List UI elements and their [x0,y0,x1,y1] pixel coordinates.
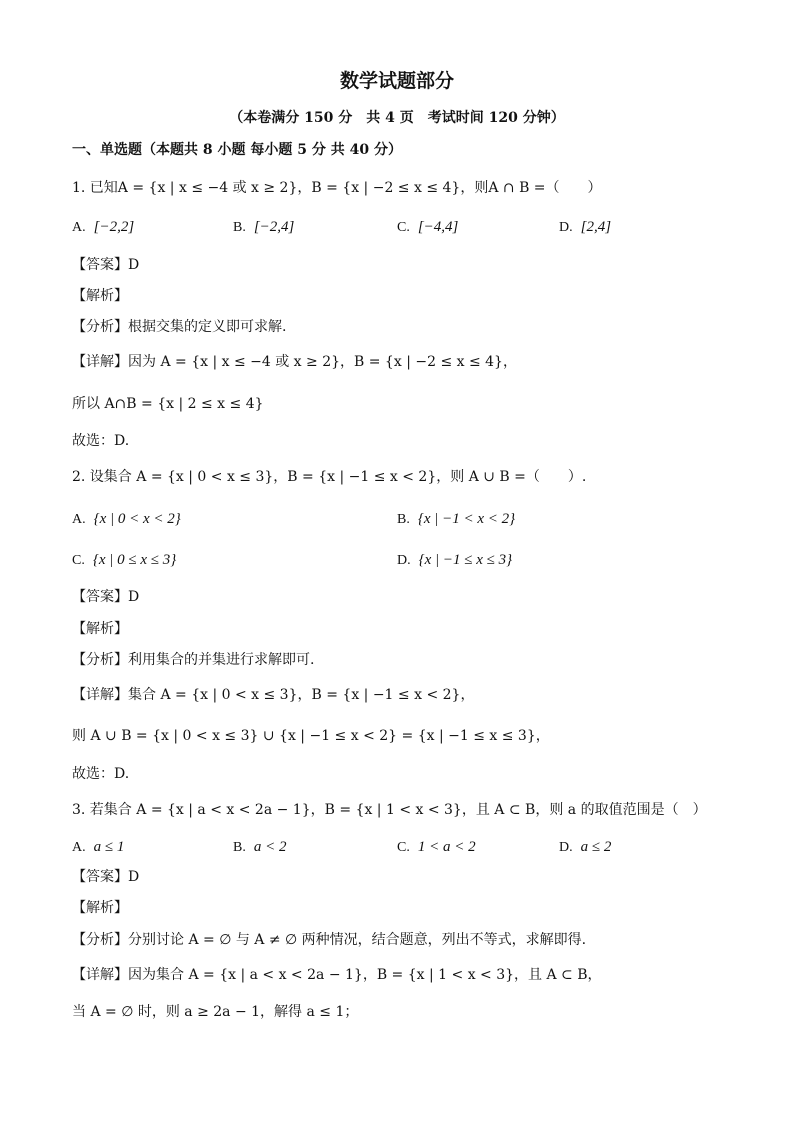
q2-option-d [397,550,512,571]
q1-option-c [397,217,458,238]
option-text: [−2,4] [253,219,295,235]
q3-option-c [397,837,476,858]
q2-detail: 【详解】集合 A = {x | 0 < x ≤ 3}，B = {x | −1 ≤ x < 2}， [72,687,475,703]
option-letter: B. [233,220,246,235]
option-text: {x | 0 < x < 2} [93,511,181,527]
option-letter: D. [559,220,573,235]
q1-option-a [72,217,134,238]
q1-answer: 【答案】D [72,257,140,273]
q3-step: 当 A = ∅ 时，则 a ≥ 2a − 1，解得 a ≤ 1； [72,1004,359,1020]
option-text: a ≤ 1 [93,839,125,855]
q1-option-d [559,217,611,238]
option-letter: A. [72,220,86,235]
q1-option-b [233,217,294,238]
option-text: [2,4] [580,219,612,235]
option-text: {x | −1 ≤ x ≤ 3} [418,552,513,568]
option-text: a < 2 [253,839,287,855]
q2-analysis: 【分析】利用集合的并集进行求解即可. [72,652,315,668]
option-text: {x | −1 < x < 2} [417,511,516,527]
q2-option-a [72,509,181,530]
q3-analysis: 【分析】分别讨论 A = ∅ 与 A ≠ ∅ 两种情况，结合题意，列出不等式，求解即得. [72,932,587,948]
section-heading: 一、单选题（本题共 8 小题 每小题 5 分 共 40 分） [72,142,402,158]
q1-stem: 1. 已知A = {x | x ≤ −4 或 x ≥ 2}，B = {x | −2 ≤ x ≤ 4}，则A ∩ B =（ ） [72,180,602,196]
q1-choose: 故选：D. [72,433,130,449]
option-text: {x | 0 ≤ x ≤ 3} [92,552,177,568]
option-letter: A. [72,840,86,855]
q3-jiexi: 【解析】 [72,900,128,916]
option-letter: A. [72,512,86,527]
q3-option-d [559,837,611,858]
q2-step: 则 A ∪ B = {x | 0 < x ≤ 3} ∪ {x | −1 ≤ x < 2} = {x | −1 ≤ x ≤ 3}， [72,728,550,744]
q2-stem: 2. 设集合 A = {x | 0 < x ≤ 3}，B = {x | −1 ≤ x < 2}，则 A ∪ B =（ ）. [72,469,587,485]
option-letter: C. [72,553,85,568]
option-letter: B. [233,840,246,855]
q1-detail: 【详解】因为 A = {x | x ≤ −4 或 x ≥ 2}，B = {x | −2 ≤ x ≤ 4}， [72,354,517,370]
option-letter: B. [397,512,410,527]
q3-answer: 【答案】D [72,869,140,885]
option-letter: C. [397,220,410,235]
option-text: [−2,2] [93,219,135,235]
q2-jiexi: 【解析】 [72,621,128,637]
q1-analysis: 【分析】根据交集的定义即可求解. [72,319,287,335]
q2-option-c [72,550,176,571]
q3-stem: 3. 若集合 A = {x | a < x < 2a − 1}，B = {x | 1 < x < 3}，且 A ⊂ B，则 a 的取值范围是（ ） [72,802,707,818]
q2-option-b [397,509,515,530]
q3-option-b [233,837,286,858]
q1-step: 所以 A∩B = {x | 2 ≤ x ≤ 4} [72,396,264,412]
option-text: 1 < a < 2 [417,839,476,855]
q3-detail: 【详解】因为集合 A = {x | a < x < 2a − 1}，B = {x | 1 < x < 3}，且 A ⊂ B， [72,967,602,983]
q2-answer: 【答案】D [72,589,140,605]
page-subtitle: （本卷满分 150 分 共 4 页 考试时间 120 分钟） [229,110,565,126]
option-letter: C. [397,840,410,855]
q3-option-a [72,837,124,858]
option-letter: D. [397,553,411,568]
option-letter: D. [559,840,573,855]
q2-choose: 故选：D. [72,766,130,782]
q1-jiexi: 【解析】 [72,288,128,304]
option-text: [−4,4] [417,219,459,235]
option-text: a ≤ 2 [580,839,612,855]
page-title: 数学试题部分 [339,70,454,92]
